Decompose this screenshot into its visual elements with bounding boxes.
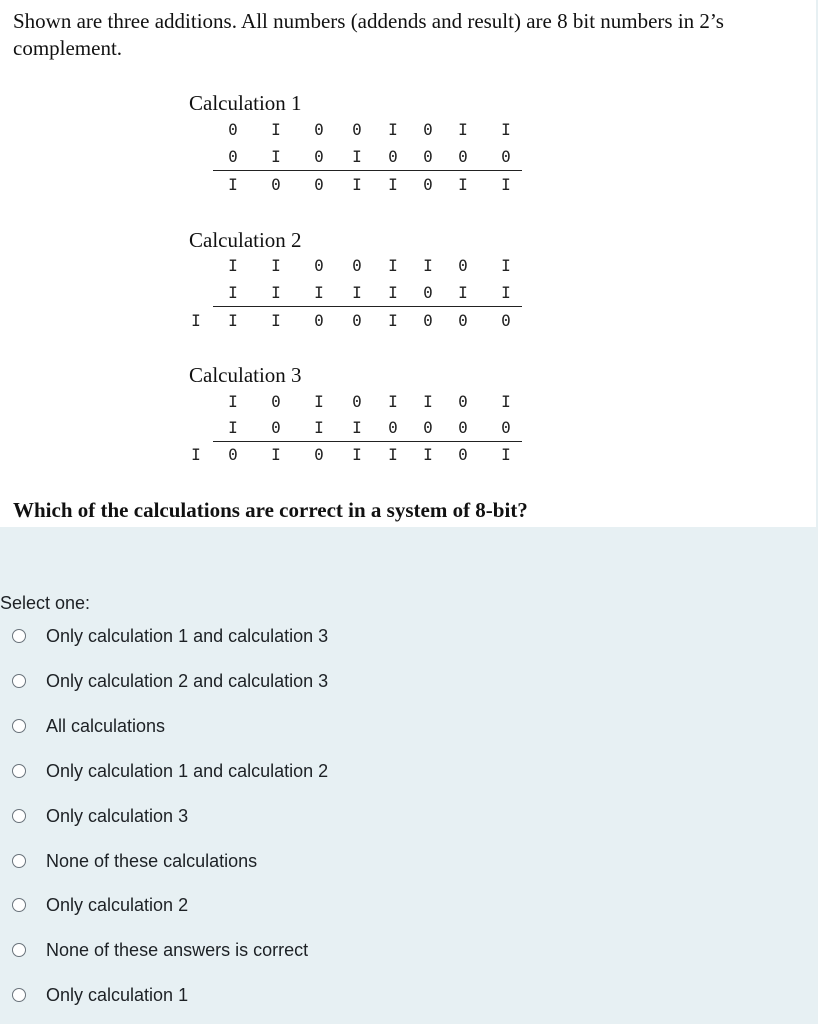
bit-digit: I xyxy=(228,256,238,275)
bit-digit: I xyxy=(314,283,324,302)
bit-digit: 0 xyxy=(388,418,398,437)
calculation-title: Calculation 1 xyxy=(189,91,302,115)
bit-digit: I xyxy=(501,283,511,302)
bit-digit: 0 xyxy=(501,147,511,166)
bit-digit: 0 xyxy=(314,445,324,464)
bit-digit: 0 xyxy=(423,175,433,194)
bit-digit: 0 xyxy=(458,147,468,166)
radio-button[interactable] xyxy=(12,719,26,733)
result-row xyxy=(0,310,540,332)
bit-digit: 0 xyxy=(423,311,433,330)
select-one-label: Select one: xyxy=(0,593,91,613)
answer-option-label[interactable]: Only calculation 1 and calculation 2 xyxy=(46,761,329,781)
result-row xyxy=(0,174,540,196)
answer-option-label[interactable]: Only calculation 2 xyxy=(46,895,189,915)
bit-digit: 0 xyxy=(314,311,324,330)
bit-digit: I xyxy=(501,120,511,139)
bit-digit: I xyxy=(501,392,511,411)
bit-digit: 0 xyxy=(352,256,362,275)
bit-digit: I xyxy=(458,175,468,194)
bit-digit: 0 xyxy=(388,147,398,166)
bit-digit: I xyxy=(458,120,468,139)
bit-digit: I xyxy=(271,256,281,275)
answer-option-label[interactable]: None of these answers is correct xyxy=(46,940,309,960)
bit-digit: 0 xyxy=(458,418,468,437)
bit-digit: 0 xyxy=(458,392,468,411)
answer-option[interactable] xyxy=(0,617,600,657)
bit-digit: I xyxy=(501,175,511,194)
radio-button[interactable] xyxy=(12,629,26,643)
bit-digit: 0 xyxy=(423,147,433,166)
radio-button[interactable] xyxy=(12,898,26,912)
bit-digit: I xyxy=(352,147,362,166)
carry-digit: I xyxy=(191,445,201,464)
radio-button[interactable] xyxy=(12,674,26,688)
bit-digit: 0 xyxy=(228,445,238,464)
bit-digit: I xyxy=(388,175,398,194)
bit-digit: I xyxy=(352,418,362,437)
answer-option[interactable] xyxy=(0,662,600,702)
bit-digit: I xyxy=(271,147,281,166)
bit-digit: 0 xyxy=(228,147,238,166)
bit-digit: I xyxy=(271,283,281,302)
sum-line xyxy=(213,170,522,171)
answer-option-label[interactable]: None of these calculations xyxy=(46,851,258,871)
bit-digit: 0 xyxy=(352,311,362,330)
bit-digit: 0 xyxy=(501,418,511,437)
bit-digit: I xyxy=(314,392,324,411)
bit-digit: 0 xyxy=(458,311,468,330)
bit-digit: 0 xyxy=(314,256,324,275)
radio-button[interactable] xyxy=(12,854,26,868)
addend-1-row xyxy=(0,391,540,413)
bit-digit: I xyxy=(271,311,281,330)
answer-option[interactable] xyxy=(0,752,600,792)
bit-digit: I xyxy=(458,283,468,302)
bit-digit: 0 xyxy=(271,175,281,194)
bit-digit: I xyxy=(388,311,398,330)
radio-button[interactable] xyxy=(12,764,26,778)
addend-1-row xyxy=(0,119,540,141)
bit-digit: 0 xyxy=(352,120,362,139)
bit-digit: 0 xyxy=(314,147,324,166)
bit-digit: I xyxy=(352,175,362,194)
bit-digit: I xyxy=(352,283,362,302)
addend-2-row xyxy=(0,282,540,304)
sum-line xyxy=(213,306,522,307)
bit-digit: I xyxy=(501,256,511,275)
bit-digit: 0 xyxy=(458,445,468,464)
bit-digit: I xyxy=(228,418,238,437)
sum-line xyxy=(213,441,522,442)
addend-1-row xyxy=(0,255,540,277)
radio-button[interactable] xyxy=(12,988,26,1002)
bit-digit: 0 xyxy=(352,392,362,411)
bit-digit: I xyxy=(501,445,511,464)
question-prompt: Which of the calculations are correct in a system of 8-bit? xyxy=(13,498,528,522)
addend-2-row xyxy=(0,146,540,168)
bit-digit: 0 xyxy=(423,120,433,139)
answer-option[interactable] xyxy=(0,976,600,1016)
answer-option-label[interactable]: Only calculation 1 xyxy=(46,985,189,1005)
bit-digit: I xyxy=(388,120,398,139)
bit-digit: I xyxy=(388,445,398,464)
bit-digit: I xyxy=(423,256,433,275)
bit-digit: I xyxy=(271,120,281,139)
bit-digit: 0 xyxy=(271,418,281,437)
calculation-title: Calculation 3 xyxy=(189,363,302,387)
bit-digit: I xyxy=(388,392,398,411)
bit-digit: 0 xyxy=(228,120,238,139)
answer-option[interactable] xyxy=(0,707,600,747)
bit-digit: I xyxy=(228,311,238,330)
calculation-title: Calculation 2 xyxy=(189,228,302,252)
result-row xyxy=(0,444,540,466)
bit-digit: I xyxy=(228,392,238,411)
answer-option-label[interactable]: Only calculation 1 and calculation 3 xyxy=(46,626,329,646)
bit-digit: 0 xyxy=(458,256,468,275)
answer-option-label[interactable]: Only calculation 3 xyxy=(46,806,189,826)
bit-digit: I xyxy=(423,445,433,464)
bit-digit: 0 xyxy=(423,418,433,437)
question-intro: Shown are three additions. All numbers (addends and result) are 8 bit numbers in 2’s complement. xyxy=(13,9,724,60)
bit-digit: I xyxy=(352,445,362,464)
answer-option-label[interactable]: Only calculation 2 and calculation 3 xyxy=(46,671,329,691)
addend-2-row xyxy=(0,417,540,439)
bit-digit: I xyxy=(228,175,238,194)
bit-digit: I xyxy=(271,445,281,464)
bit-digit: I xyxy=(388,283,398,302)
bit-digit: 0 xyxy=(271,392,281,411)
answer-option[interactable] xyxy=(0,886,600,926)
bit-digit: 0 xyxy=(423,283,433,302)
bit-digit: I xyxy=(314,418,324,437)
carry-digit: I xyxy=(191,311,201,330)
radio-button[interactable] xyxy=(12,809,26,823)
bit-digit: I xyxy=(228,283,238,302)
answer-option[interactable] xyxy=(0,842,600,882)
bit-digit: I xyxy=(388,256,398,275)
answer-option[interactable] xyxy=(0,797,600,837)
answer-option[interactable] xyxy=(0,931,600,971)
bit-digit: 0 xyxy=(314,120,324,139)
bit-digit: I xyxy=(423,392,433,411)
radio-button[interactable] xyxy=(12,943,26,957)
bit-digit: 0 xyxy=(314,175,324,194)
answer-option-label[interactable]: All calculations xyxy=(46,716,166,736)
bit-digit: 0 xyxy=(501,311,511,330)
